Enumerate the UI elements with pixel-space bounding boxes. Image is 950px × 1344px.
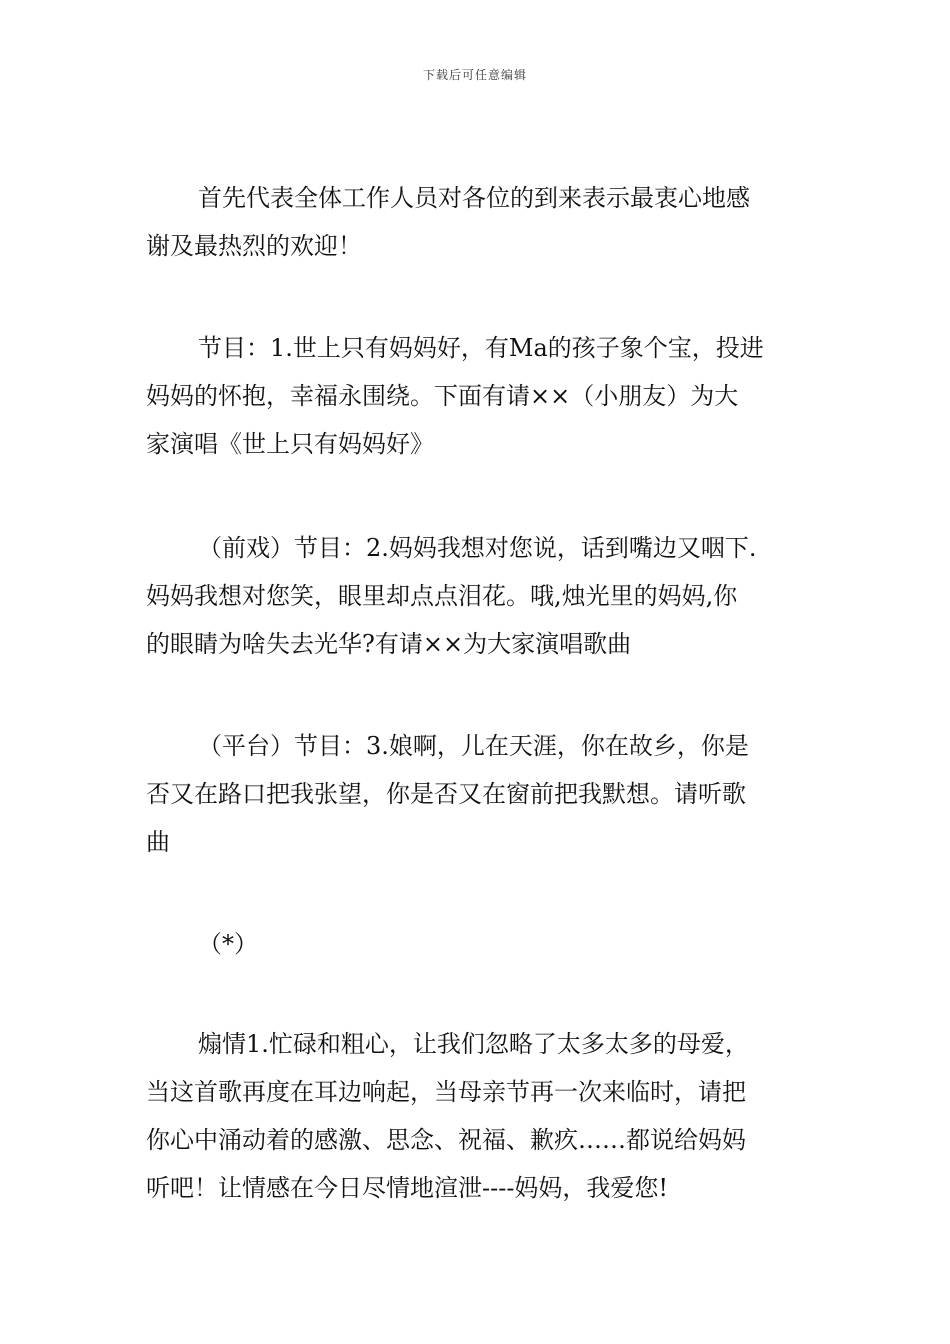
paragraph-line: 煽情1.忙碌和粗心，让我们忽略了太多太多的母爱， bbox=[198, 1030, 749, 1058]
paragraph-line: （前戏）节目：2.妈妈我想对您说，话到嘴边又咽下. bbox=[198, 534, 757, 562]
paragraph-line: 家演唱《世上只有妈妈好》 bbox=[146, 430, 434, 458]
page-header: 下载后可任意编辑 bbox=[422, 68, 527, 82]
paragraph-line: 节目：1.世上只有妈妈好，有Ma的孩子象个宝，投进 bbox=[198, 334, 764, 362]
paragraph-line: 曲 bbox=[146, 828, 170, 856]
paragraph-line: （*） bbox=[198, 930, 258, 958]
paragraph-line: 谢及最热烈的欢迎！ bbox=[146, 232, 362, 260]
paragraph-line: 妈妈的怀抱，幸福永围绕。下面有请××（小朋友）为大 bbox=[146, 382, 739, 410]
paragraph-line: 首先代表全体工作人员对各位的到来表示最衷心地感 bbox=[198, 184, 750, 212]
paragraph-line: 当这首歌再度在耳边响起，当母亲节再一次来临时，请把 bbox=[146, 1078, 746, 1106]
paragraph-line: 听吧！让情感在今日尽情地渲泄----妈妈，我爱您! bbox=[146, 1174, 669, 1202]
paragraph-line: 妈妈我想对您笑，眼里却点点泪花。哦,烛光里的妈妈,你 bbox=[146, 582, 738, 610]
paragraph-emotional bbox=[146, 1020, 810, 1212]
paragraph-program-3 bbox=[146, 722, 810, 866]
paragraph-line: 的眼睛为啥失去光华?有请××为大家演唱歌曲 bbox=[146, 630, 632, 658]
paragraph-line: （平台）节目：3.娘啊，儿在天涯，你在故乡，你是 bbox=[198, 732, 749, 760]
paragraph-line: 你心中涌动着的感激、思念、祝福、歉疚……都说给妈妈 bbox=[146, 1126, 746, 1154]
paragraph-placeholder bbox=[146, 920, 810, 968]
paragraph-line: 否又在路口把我张望，你是否又在窗前把我默想。请听歌 bbox=[146, 780, 746, 808]
paragraph-program-1 bbox=[146, 324, 810, 468]
paragraph-welcome bbox=[146, 174, 810, 270]
paragraph-program-2 bbox=[146, 524, 810, 668]
